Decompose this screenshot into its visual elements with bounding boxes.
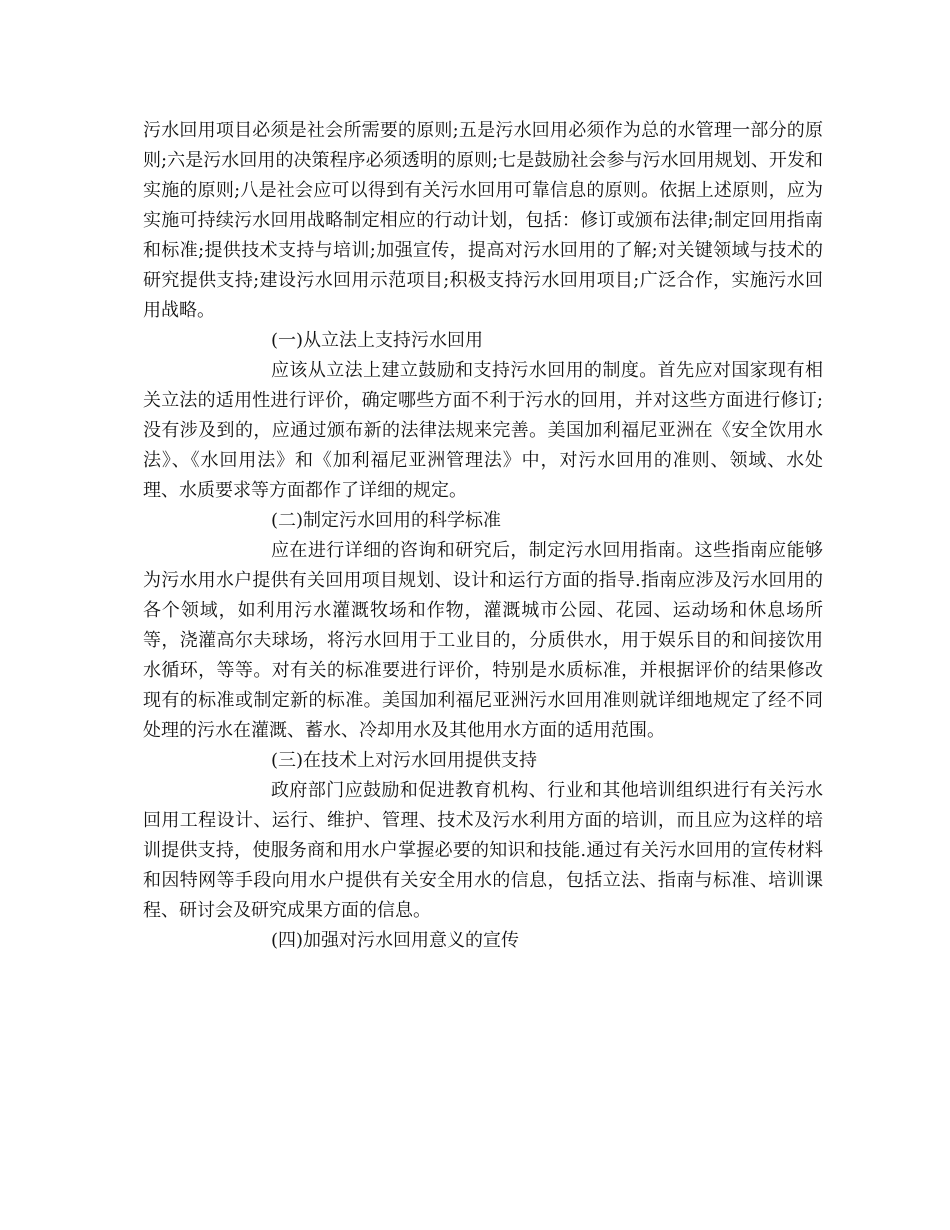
paragraph-principles: 污水回用项目必须是社会所需要的原则;五是污水回用必须作为总的水管理一部分的原则;六是污水回用的决策程序必须透明的原则;七是鼓励社会参与污水回用规划、开发和实施的原则;八是社会应可以得到有关污水回用可靠信息的原则。依据上述原则，应为实施可持续污水回用战略制定相应的行动计划，包括：修订或颁布法律;制定回用指南和标准;提供技术支持与培训;加强宣传，提高对污水回用的了解;对关键领域与技术的研究提供支持;建设污水回用示范项目;积极支持污水回用项目;广泛合作，实施污水回用战略。: [143, 120, 823, 321]
heading-technical-support: (三)在技术上对污水回用提供支持: [271, 750, 538, 771]
heading-publicity: (四)加强对污水回用意义的宣传: [271, 930, 520, 951]
paragraph-technical-support: 政府部门应鼓励和促进教育机构、行业和其他培训组织进行有关污水回用工程设计、运行、维护、管理、技术及污水利用方面的培训，而且应为这样的培训提供支持，使服务商和用水户掌握必要的知识和技能.通过有关污水回用的宣传材料和因特网等手段向用水户提供有关安全用水的信息，包括立法、指南与标准、培训课程、研讨会及研究成果方面的信息。: [143, 780, 823, 921]
heading-legislation: (一)从立法上支持污水回用: [271, 330, 484, 351]
paragraph-legislation: 应该从立法上建立鼓励和支持污水回用的制度。首先应对国家现有相关立法的适用性进行评价，确定哪些方面不利于污水的回用，并对这些方面进行修订;没有涉及到的，应通过颁布新的法律法规来完善。美国加利福尼亚洲在《安全饮用水法》、《水回用法》和《加利福尼亚洲管理法》中，对污水回用的准则、领域、水处理、水质要求等方面都作了详细的规定。: [143, 360, 823, 501]
document-body: [143, 116, 823, 956]
paragraph-standards: 应在进行详细的咨询和研究后，制定污水回用指南。这些指南应能够为污水用水户提供有关回用项目规划、设计和运行方面的指导.指南应涉及污水回用的各个领域，如利用污水灌溉牧场和作物，灌溉城市公园、花园、运动场和休息场所等，浇灌高尔夫球场，将污水回用于工业目的，分质供水，用于娱乐目的和间接饮用水循环，等等。对有关的标准要进行评价，特别是水质标准，并根据评价的结果修改现有的标准或制定新的标准。美国加利福尼亚洲污水回用准则就详细地规定了经不同处理的污水在灌溉、蓄水、冷却用水及其他用水方面的适用范围。: [143, 540, 823, 741]
heading-standards: (二)制定污水回用的科学标准: [271, 510, 502, 531]
